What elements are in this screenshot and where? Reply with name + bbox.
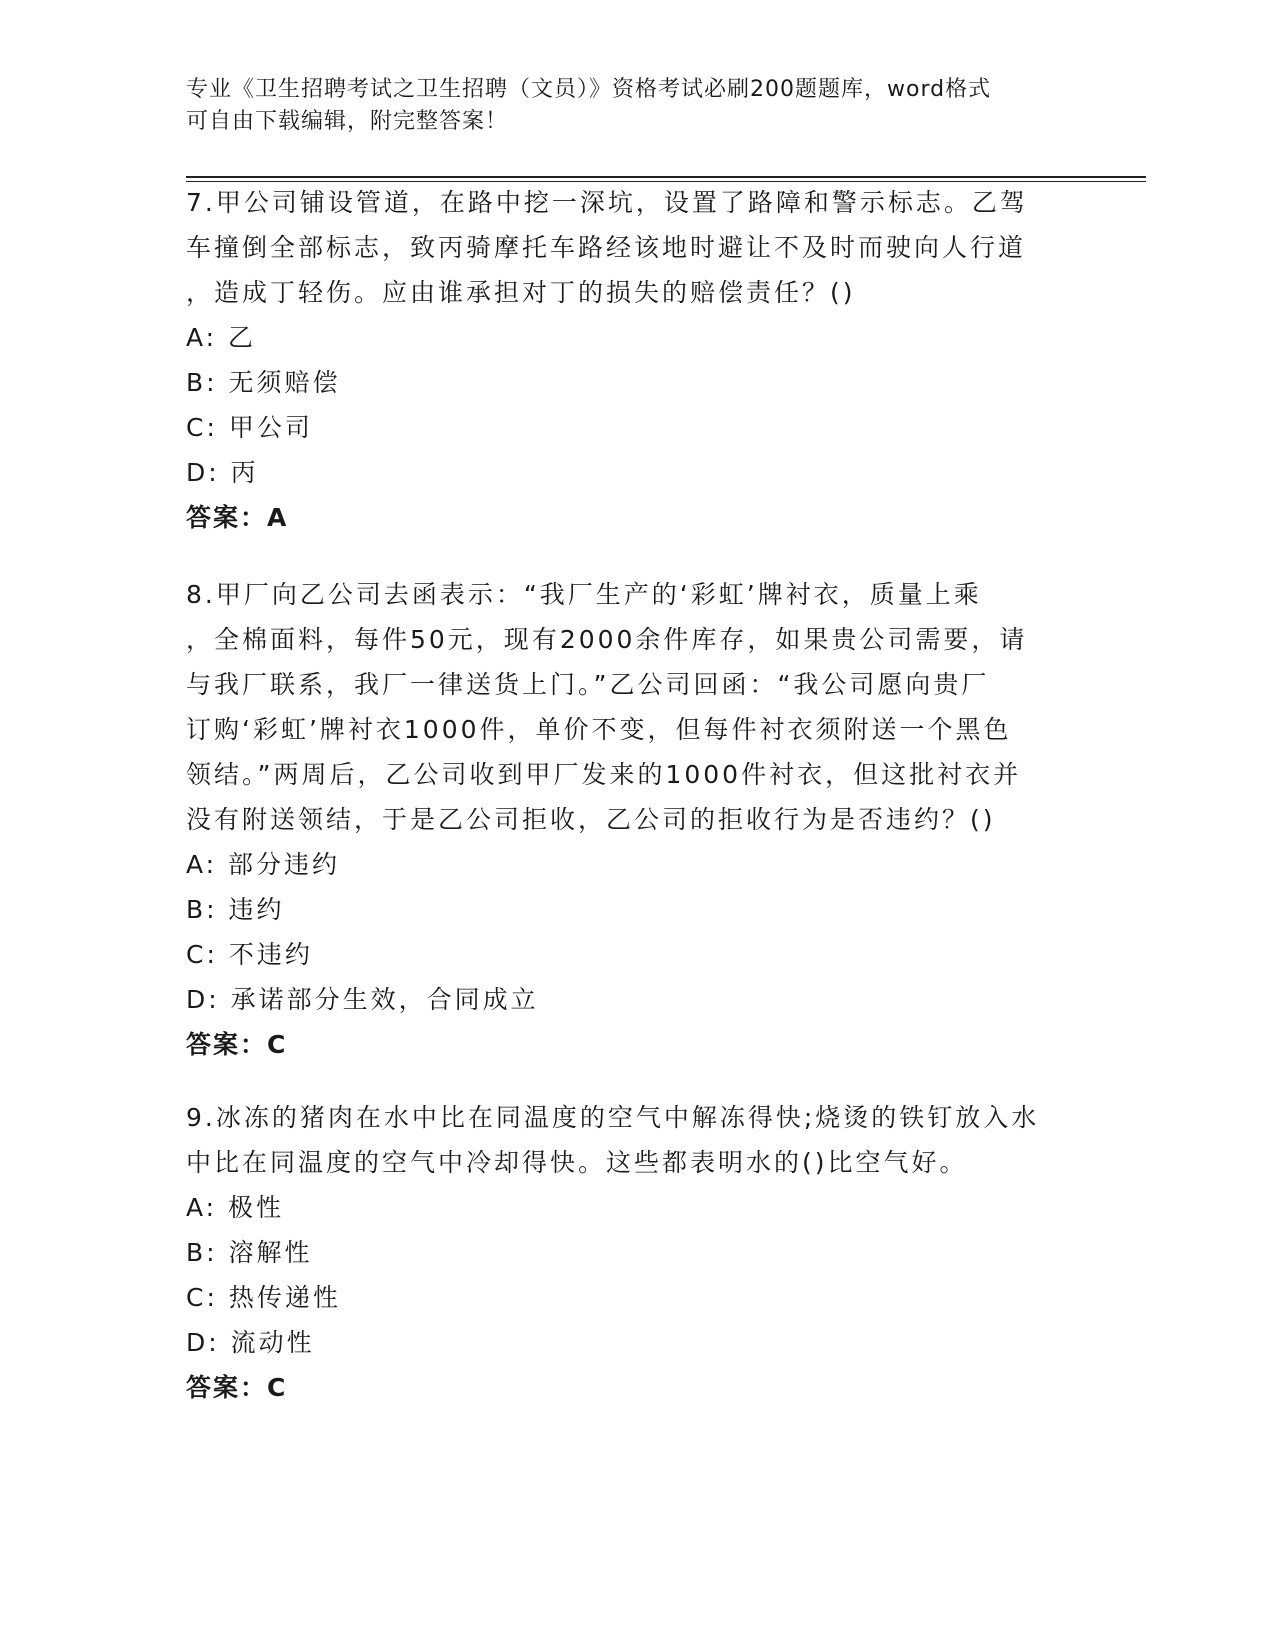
option-a: A: 极性 — [186, 1193, 285, 1222]
question-text-line: 7.甲公司铺设管道，在路中挖一深坑，设置了路障和警示标志。乙驾 — [186, 188, 1028, 217]
header-line: 专业《卫生招聘考试之卫生招聘（文员）》资格考试必刷200题题库，word格式 — [186, 77, 992, 102]
question-text-line: 与我厂联系，我厂一律送货上门。”乙公司回函：“我公司愿向贵厂 — [186, 670, 990, 699]
question-text-line: 8.甲厂向乙公司去函表示：“我厂生产的‘彩虹’牌衬衣，质量上乘 — [186, 580, 982, 609]
question-text-line: 领结。”两周后，乙公司收到甲厂发来的1000件衬衣，但这批衬衣并 — [186, 760, 1022, 789]
question-text-line: ，全棉面料，每件50元，现有2000余件库存，如果贵公司需要，请 — [186, 625, 1028, 654]
question-text-line: 没有附送领结，于是乙公司拒收，乙公司的拒收行为是否违约？() — [186, 805, 996, 834]
option-d: D: 承诺部分生效，合同成立 — [186, 985, 539, 1014]
question-text-line: 车撞倒全部标志，致丙骑摩托车路经该地时避让不及时而驶向人行道 — [186, 233, 1027, 262]
question-text-line: 9.冰冻的猪肉在水中比在同温度的空气中解冻得快;烧烫的铁钉放入水 — [186, 1103, 1040, 1132]
option-b: B: 溶解性 — [186, 1238, 313, 1267]
option-b: B: 无须赔偿 — [186, 368, 341, 397]
question-text-line: 订购‘彩虹’牌衬衣1000件，单价不变，但每件衬衣须附送一个黑色 — [186, 715, 1012, 744]
option-b: B: 违约 — [186, 895, 285, 924]
option-d: D: 丙 — [186, 458, 259, 487]
question-9 — [186, 1095, 1086, 1410]
option-c: C: 甲公司 — [186, 413, 313, 442]
answer-label: 答案：A — [186, 503, 289, 532]
option-c: C: 热传递性 — [186, 1283, 341, 1312]
header-line: 可自由下载编辑，附完整答案！ — [186, 109, 509, 134]
option-a: A: 部分违约 — [186, 850, 341, 879]
divider-thick-line — [186, 176, 1146, 178]
document-header — [186, 74, 1066, 138]
answer-label: 答案：C — [186, 1030, 288, 1059]
option-a: A: 乙 — [186, 323, 257, 352]
question-text-line: ，造成丁轻伤。应由谁承担对丁的损失的赔偿责任？() — [186, 278, 856, 307]
question-text-line: 中比在同温度的空气中冷却得快。这些都表明水的()比空气好。 — [186, 1148, 968, 1177]
option-c: C: 不违约 — [186, 940, 313, 969]
question-7 — [186, 180, 1086, 540]
option-d: D: 流动性 — [186, 1328, 315, 1357]
question-8 — [186, 572, 1086, 1067]
answer-label: 答案：C — [186, 1373, 288, 1402]
